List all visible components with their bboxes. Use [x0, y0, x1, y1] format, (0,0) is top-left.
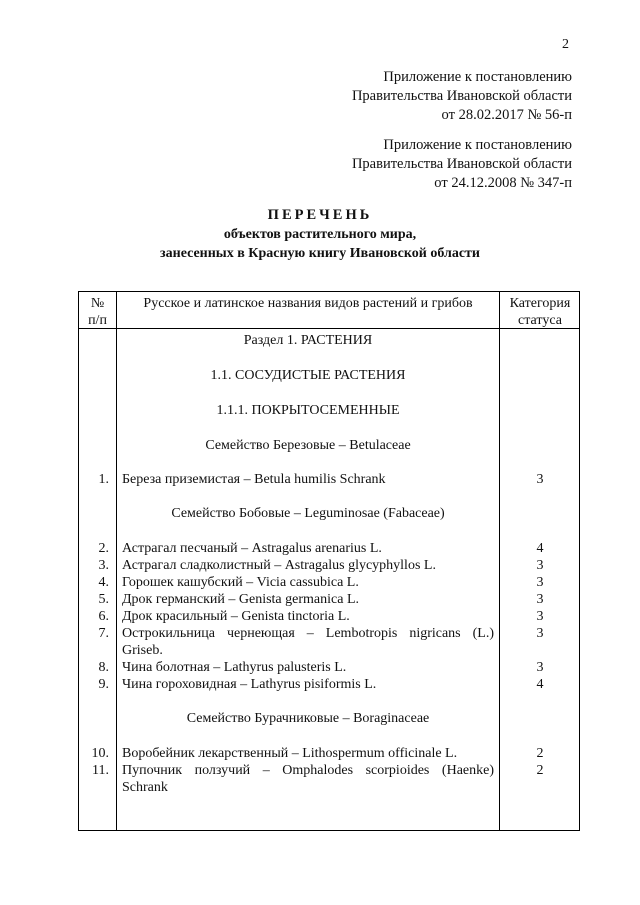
species-name: Чина болотная – Lathyrus palusteris L. — [122, 660, 347, 675]
page-number: 2 — [562, 37, 569, 52]
title-main: ПЕРЕЧЕНЬ — [267, 207, 373, 223]
status-category: 3 — [536, 472, 544, 487]
species-name: Береза приземистая – Betula humilis Schrank — [122, 472, 386, 487]
species-table — [78, 291, 580, 831]
status-category: 2 — [536, 763, 544, 778]
appendix-line: Приложение к постановлению — [383, 69, 572, 85]
section-heading: Раздел 1. РАСТЕНИЯ — [243, 333, 373, 348]
status-category: 3 — [536, 609, 544, 624]
status-category: 3 — [536, 558, 544, 573]
header-category — [500, 295, 580, 329]
appendix-reference-2017 — [352, 68, 572, 125]
status-category: 2 — [536, 746, 544, 761]
species-name: Астрагал песчаный – Astragalus arenarius L. — [122, 541, 382, 556]
header-number — [79, 295, 116, 329]
row-number: 1. — [98, 472, 109, 487]
row-number: 2. — [98, 541, 109, 556]
header-species-name: Русское и латинское названия видов растений и грибов — [143, 296, 473, 311]
status-category: 3 — [536, 592, 544, 607]
appendix-date-line: от 24.12.2008 № 347-п — [434, 175, 572, 191]
document-title — [0, 205, 640, 263]
status-category: 3 — [536, 660, 544, 675]
status-category: 3 — [536, 626, 544, 641]
title-subtitle: занесенных в Красную книгу Ивановской области — [160, 246, 480, 261]
species-name: Астрагал сладколистный – Astragalus glycyphyllos L. — [122, 558, 436, 573]
row-number: 6. — [98, 609, 109, 624]
appendix-reference-2008 — [352, 136, 572, 193]
row-number: 3. — [98, 558, 109, 573]
row-number: 11. — [92, 763, 109, 778]
species-name: Острокильница чернеющая – Lembotropis nigricans (L.) Griseb. — [122, 626, 494, 658]
species-name: Дрок красильный – Genista tinctoria L. — [122, 609, 350, 624]
header-category-line: Категория — [509, 296, 571, 311]
appendix-line: Правительства Ивановской области — [351, 88, 572, 104]
species-name: Воробейник лекарственный – Lithospermum officinale L. — [122, 746, 458, 761]
species-name: Горошек кашубский – Vicia cassubica L. — [122, 575, 359, 590]
appendix-line: Приложение к постановлению — [383, 137, 572, 153]
row-number: 8. — [98, 660, 109, 675]
species-name: Дрок германский – Genista germanica L. — [122, 592, 359, 607]
row-number: 5. — [98, 592, 109, 607]
header-number-line: п/п — [88, 313, 107, 328]
status-category: 4 — [536, 677, 544, 692]
species-name: Чина гороховидная – Lathyrus pisiformis L. — [122, 677, 377, 692]
row-number: 7. — [98, 626, 109, 641]
row-number: 4. — [98, 575, 109, 590]
family-heading: Семейство Бобовые – Leguminosae (Fabaceae) — [171, 506, 445, 521]
subsection-heading: 1.1. СОСУДИСТЫЕ РАСТЕНИЯ — [210, 368, 406, 383]
family-heading: Семейство Бурачниковые – Boraginaceae — [186, 711, 430, 726]
title-subtitle: объектов растительного мира, — [223, 227, 417, 242]
appendix-line: Правительства Ивановской области — [351, 156, 572, 172]
row-number: 10. — [91, 746, 109, 761]
status-category: 3 — [536, 575, 544, 590]
header-category-line: статуса — [518, 313, 562, 328]
appendix-date-line: от 28.02.2017 № 56-п — [441, 107, 572, 123]
status-category: 4 — [536, 541, 544, 556]
species-name: Пупочник ползучий – Omphalodes scorpioides (Haenke) Schrank — [122, 763, 494, 795]
header-number-line: № — [90, 296, 105, 311]
subsection-heading: 1.1.1. ПОКРЫТОСЕМЕННЫЕ — [216, 403, 400, 418]
row-number: 9. — [98, 677, 109, 692]
family-heading: Семейство Березовые – Betulaceae — [205, 438, 411, 453]
